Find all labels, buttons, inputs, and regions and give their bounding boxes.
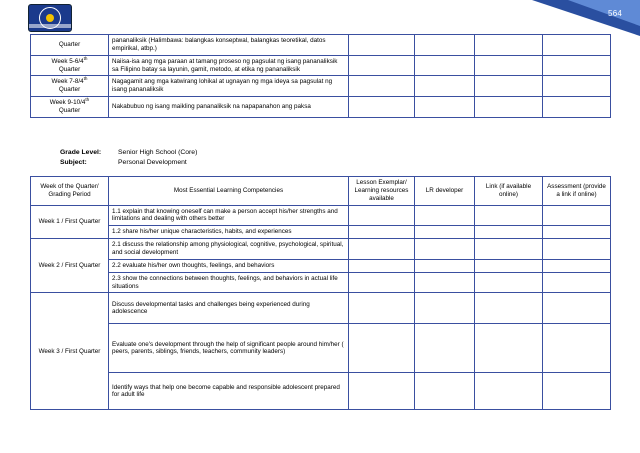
assessment-cell <box>543 226 611 239</box>
grade-level-label: Grade Level: <box>60 149 102 156</box>
assessment-cell <box>543 272 611 293</box>
continuation-table <box>30 34 611 118</box>
lr-developer-cell <box>415 55 475 76</box>
link-cell <box>475 97 543 118</box>
column-header-lr-developer: LR developer <box>415 177 475 206</box>
lr-developer-cell <box>415 272 475 293</box>
subject-row <box>60 158 197 168</box>
period-cell <box>31 97 109 118</box>
competency-cell: Identify ways that help one become capable and responsible adolescent prepared for adult life <box>109 373 349 410</box>
column-header-week: Week of the Quarter/ Grading Period <box>31 177 109 206</box>
grade-level-value: Senior High School (Core) <box>118 149 198 156</box>
lr-developer-cell <box>415 226 475 239</box>
period-line2: Quarter <box>58 86 81 94</box>
lesson-exemplar-cell <box>349 373 415 410</box>
assessment-cell <box>543 324 611 373</box>
lr-developer-cell <box>415 239 475 260</box>
table-row <box>31 97 611 118</box>
table-row <box>31 324 611 373</box>
lesson-exemplar-cell <box>349 55 415 76</box>
link-cell <box>475 259 543 272</box>
competency-cell: 2.1 discuss the relationship among physiological, cognitive, psychological, spiritual, and social development <box>109 239 349 260</box>
document-meta <box>60 148 197 168</box>
competency-table-wrapper <box>30 176 611 410</box>
lesson-exemplar-cell <box>349 97 415 118</box>
period-line1: Week 9-10/4 <box>49 99 86 107</box>
link-cell <box>475 373 543 410</box>
link-cell <box>475 239 543 260</box>
competency-cell: Naiisa-isa ang mga paraan at tamang proseso ng pagsulat ng isang pananaliksik sa Filipino batay sa layunin, gamit, metodo, at etika ng pananaliksik <box>109 55 349 76</box>
link-cell <box>475 55 543 76</box>
link-cell <box>475 272 543 293</box>
lesson-exemplar-cell <box>349 205 415 226</box>
period-cell <box>31 55 109 76</box>
week-label-cell: Week 1 / First Quarter <box>31 205 109 239</box>
competency-cell: pananaliksik (Halimbawa: balangkas konseptwal, balangkas teoretikal, datos empirikal, atbp.) <box>109 35 349 56</box>
period-ordinal: th <box>83 76 88 82</box>
link-cell <box>475 205 543 226</box>
assessment-cell <box>543 55 611 76</box>
period-line1: Week 7-8/4 <box>51 78 84 86</box>
period-line1: Week 5-6/4 <box>51 57 84 65</box>
lesson-exemplar-cell <box>349 259 415 272</box>
page-number: 564 <box>608 9 622 18</box>
assessment-cell <box>543 239 611 260</box>
lesson-exemplar-cell <box>349 293 415 324</box>
competency-cell: Nagagamit ang mga katwirang lohikal at ugnayan ng mga ideya sa pagsulat ng isang pananaliksik <box>109 76 349 97</box>
column-header-lesson-exemplar: Lesson Exemplar/ Learning resources available <box>349 177 415 206</box>
table-header-row <box>31 177 611 206</box>
link-cell <box>475 226 543 239</box>
seal-banner <box>29 24 71 28</box>
corner-triangle-light <box>568 0 640 26</box>
lr-developer-cell <box>415 35 475 56</box>
lr-developer-cell <box>415 293 475 324</box>
column-header-assessment: Assessment (provide a link if online) <box>543 177 611 206</box>
assessment-cell <box>543 97 611 118</box>
competency-cell: 2.2 evaluate his/her own thoughts, feelings, and behaviors <box>109 259 349 272</box>
period-cell: Quarter <box>31 35 109 56</box>
lr-developer-cell <box>415 97 475 118</box>
table-row <box>31 293 611 324</box>
column-header-link: Link (if available online) <box>475 177 543 206</box>
assessment-cell <box>543 293 611 324</box>
table-row <box>31 373 611 410</box>
competency-cell: Nakabubuo ng isang maikling pananaliksik na napapanahon ang paksa <box>109 97 349 118</box>
competency-table <box>30 176 611 410</box>
competency-cell: 1.2 share his/her unique characteristics, habits, and experiences <box>109 226 349 239</box>
link-cell <box>475 293 543 324</box>
assessment-cell <box>543 35 611 56</box>
competency-cell: Discuss developmental tasks and challenges being experienced during adolescence <box>109 293 349 324</box>
week-label-cell: Week 3 / First Quarter <box>31 293 109 410</box>
lesson-exemplar-cell <box>349 324 415 373</box>
table-row <box>31 76 611 97</box>
link-cell <box>475 35 543 56</box>
competency-cell: 1.1 explain that knowing oneself can make a person accept his/her strengths and limitations and dealing with others better <box>109 205 349 226</box>
table-row <box>31 35 611 56</box>
deped-seal-icon <box>28 4 72 32</box>
corner-decoration <box>510 0 640 36</box>
table-row <box>31 226 611 239</box>
period-ordinal: th <box>83 55 88 61</box>
lr-developer-cell <box>415 76 475 97</box>
period-line2: Quarter <box>58 107 81 115</box>
competency-cell: Evaluate one's development through the help of significant people around him/her ( peers, parents, siblings, friends, teachers, community leaders) <box>109 324 349 373</box>
lesson-exemplar-cell <box>349 226 415 239</box>
table-row <box>31 259 611 272</box>
link-cell <box>475 324 543 373</box>
seal-center <box>46 14 54 22</box>
lr-developer-cell <box>415 205 475 226</box>
period-line2: Quarter <box>58 65 81 73</box>
table-row <box>31 239 611 260</box>
assessment-cell <box>543 259 611 272</box>
lr-developer-cell <box>415 373 475 410</box>
week-label-cell: Week 2 / First Quarter <box>31 239 109 293</box>
assessment-cell <box>543 205 611 226</box>
subject-label: Subject: <box>60 159 87 167</box>
lr-developer-cell <box>415 324 475 373</box>
page-header <box>0 0 640 36</box>
lesson-exemplar-cell <box>349 76 415 97</box>
link-cell <box>475 76 543 97</box>
period-cell <box>31 76 109 97</box>
grade-level-row <box>60 148 197 158</box>
column-header-competencies: Most Essential Learning Competencies <box>109 177 349 206</box>
table-row <box>31 272 611 293</box>
continuation-table-wrapper <box>30 34 611 118</box>
lr-developer-cell <box>415 259 475 272</box>
assessment-cell <box>543 373 611 410</box>
lesson-exemplar-cell <box>349 35 415 56</box>
subject-value: Personal Development <box>118 159 187 167</box>
assessment-cell <box>543 76 611 97</box>
table-row <box>31 205 611 226</box>
lesson-exemplar-cell <box>349 239 415 260</box>
competency-cell: 2.3 show the connections between thoughts, feelings, and behaviors in actual life situations <box>109 272 349 293</box>
period-ordinal: th <box>85 97 90 103</box>
table-row <box>31 55 611 76</box>
lesson-exemplar-cell <box>349 272 415 293</box>
